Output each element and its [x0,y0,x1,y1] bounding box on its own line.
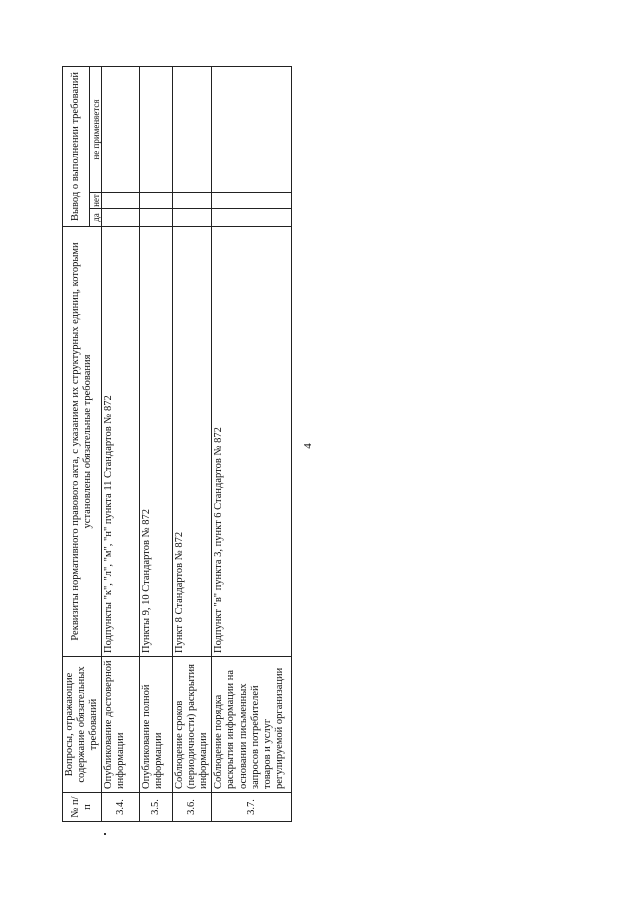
cell-not-applicable [173,67,212,193]
requirements-table [62,66,292,822]
row-requisite: Подпункты "к", "л", "м", "н" пункта 11 Стандартов № 872 [102,227,140,657]
cell-no [102,193,140,209]
row-number: 3.7. [212,793,292,822]
header-questions: Вопросы, отражающие содержание обязательных требований [63,657,102,793]
row-question: Соблюдение порядка раскрытия информации на основании письменных запросов потребителей товаров и услуг регулируемой организации [212,657,292,793]
header-requisites: Реквизиты нормативного правового акта, с указанием их структурных единиц, которыми установлены обязательные требования [63,227,102,657]
header-yes: да [90,209,102,227]
table-row [212,67,292,822]
row-number: 3.4. [102,793,140,822]
header-not-applicable: не применяется [90,67,102,193]
row-number: 3.6. [173,793,212,822]
header-no: нет [90,194,101,207]
row-requisite: Пункты 9, 10 Стандартов № 872 [140,227,173,657]
row-number: 3.5. [140,793,173,822]
cell-not-applicable [102,67,140,193]
row-requisite: Подпункт "в" пункта 3, пункт 6 Стандартов № 872 [212,227,292,657]
cell-no [140,193,173,209]
row-question: Опубликование полной информации [140,657,173,793]
cell-yes [173,209,212,227]
cell-yes [102,209,140,227]
row-question: Соблюдение сроков (периодичности) раскрытия информации [173,657,212,793]
table-row [173,67,212,822]
table-row [140,67,173,822]
header-num: № п/п [63,793,102,822]
header-row [63,67,90,822]
row-question: Опубликование достоверной информации [102,657,140,793]
cell-no [212,193,292,209]
cell-yes [212,209,292,227]
row-requisite: Пункт 8 Стандартов № 872 [173,227,212,657]
scan-dot [104,833,106,835]
cell-no [173,193,212,209]
cell-not-applicable [140,67,173,193]
cell-not-applicable [212,67,292,193]
cell-yes [140,209,173,227]
table-row [102,67,140,822]
header-conclusion: Вывод о выполнении требований [63,67,90,227]
page-number: 4 [301,443,314,449]
rotated-table-container [62,67,285,822]
